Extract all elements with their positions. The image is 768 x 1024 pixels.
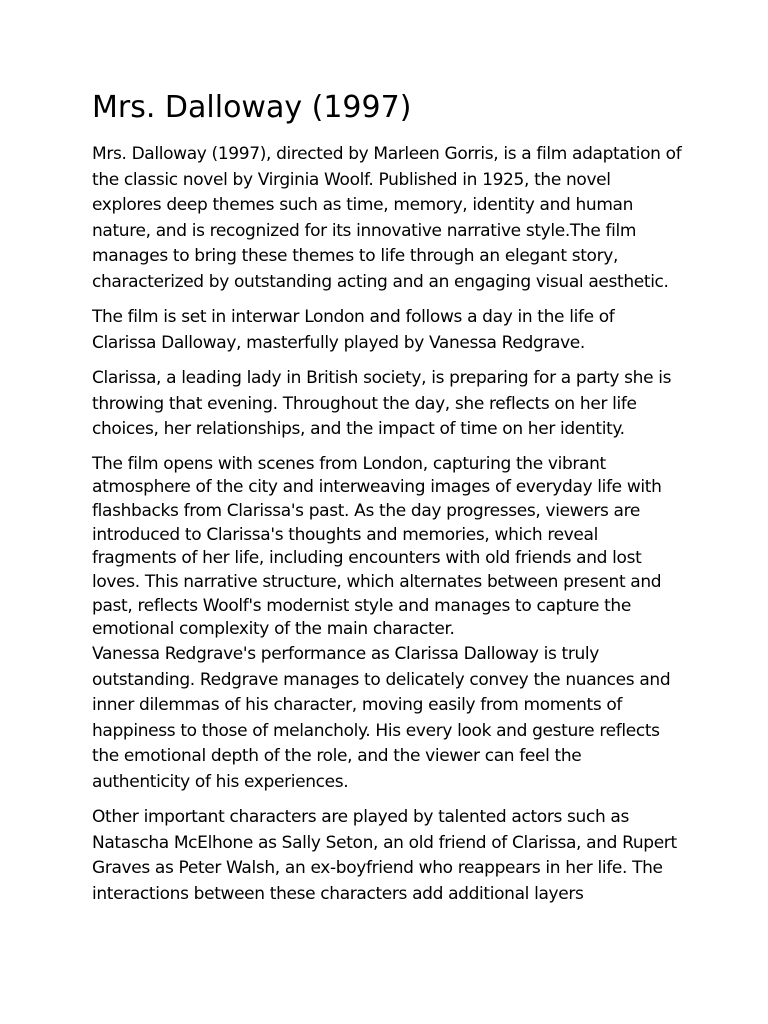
paragraph-intro: Mrs. Dalloway (1997), directed by Marleen Gorris, is a film adaptation of the classic novel by Virginia Woolf. Published in 1925, the novel explores deep themes such as time, memory, identity and human nature, and is recognized for its innovative narrative style.The film manages to bring these themes to life through an elegant story, characterized by outstanding acting and an engaging visual aesthetic. (92, 144, 682, 292)
document-title: Mrs. Dalloway (1997) (92, 90, 412, 125)
paragraph-characters: Other important characters are played by talented actors such as Natascha McElhone as Sally Seton, an old friend of Clarissa, and Rupert Graves as Peter Walsh, an ex-boyfriend who reappears in her life. The interactions between these characters add additional layers (92, 807, 677, 904)
document-page (92, 88, 682, 917)
paragraph-clarissa: Clarissa, a leading lady in British society, is preparing for a party she is throwing that evening. Throughout the day, she reflects on her life choices, her relationships, and the impact of time on her identity. (92, 368, 672, 439)
paragraph-setting: The film is set in interwar London and follows a day in the life of Clarissa Dalloway, masterfully played by Vanessa Redgrave. (92, 307, 615, 353)
paragraph-opening: The film opens with scenes from London, capturing the vibrant atmosphere of the city and interweaving images of everyday life with flashbacks from Clarissa's past. As the day progresses, viewers are introduced to Clarissa's thoughts and memories, which reveal fragments of her life, including encounters with old friends and lost loves. This narrative structure, which alternates between present and past, reflects Woolf's modernist style and manages to capture the emotional complexity of the main character. (92, 453, 662, 640)
paragraph-performance: Vanessa Redgrave's performance as Clarissa Dalloway is truly outstanding. Redgrave manages to delicately convey the nuances and inner dilemmas of his character, moving easily from moments of happiness to those of melancholy. His every look and gesture reflects the emotional depth of the role, and the viewer can feel the authenticity of his experiences. (92, 644, 671, 792)
